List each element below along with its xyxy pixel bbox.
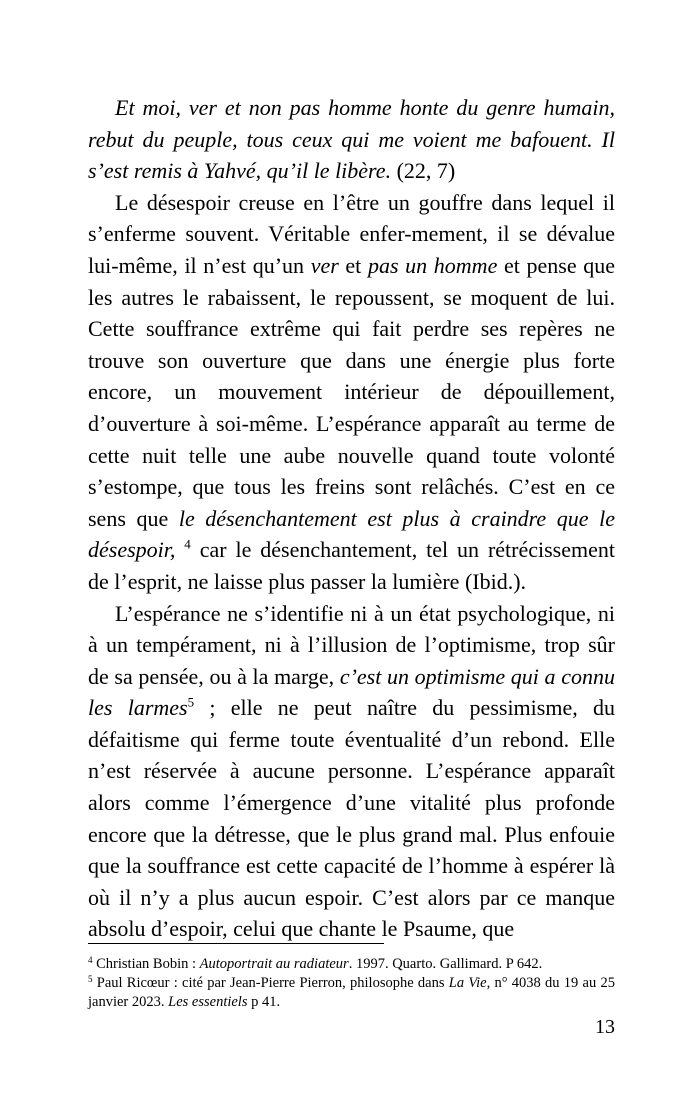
footnote-separator (88, 943, 384, 944)
footnote-5: $^5$ Paul Ricœur : cité par Jean-Pierre Pierron, philosophe dans La Vie, n° 4038 du 19 au 25 janvier 2023. Les essentiels p 41. (88, 974, 616, 1010)
page-number: 13 (595, 1016, 615, 1038)
footnote-ref-4[interactable]: 4 (184, 536, 191, 552)
page-body (88, 92, 615, 945)
paragraph-1: Le désespoir creuse en l’être un gouffre dans lequel il s’enferme souvent. Véritable enfer-mement, il se dévalue lui-même, il n’est qu’un ver et pas un homme et pense que les autres le rabaissent, le repoussent, se moquent de lui. Cette souffrance extrême qui fait perdre ses repères ne trouve son ouverture que dans une énergie plus forte encore, un mouvement intérieur de dépouillement, d’ouverture à soi-même. L’espérance apparaît au terme de cette nuit telle une aube nouvelle quand toute volonté s’estompe, que tous les freins sont relâchés. C’est en ce sens que le désenchantement est plus à craindre que le désespoir, $^4$ car le désenchantement, tel un rétrécissement de l’esprit, ne laisse plus passer la lumière (Ibid.). (88, 189, 615, 594)
paragraph-2: L’espérance ne s’identifie ni à un état psychologique, ni à un tempérament, ni à l’illusion de l’optimisme, trop sûr de sa pensée, ou à la marge, c’est un optimisme qui a connu les larmes$^5$ ; elle ne peut naître du pessimisme, du défaitisme qui ferme toute éventualité d’un rebond. Elle n’est réservée à aucune personne. L’espérance apparaît alors comme l’émergence d’une vitalité plus profonde encore que la détresse, que le plus grand mal. Plus enfouie que la souffrance est cette capacité de l’homme à espérer là où il n’y a plus aucun espoir. C’est alors par ce manque absolu d’espoir, celui que chante le Psaume, que (88, 600, 615, 942)
footnote-4: $^4$ Christian Bobin : Autoportrait au radiateur. 1997. Quarto. Gallimard. P 642. (88, 955, 543, 972)
psalm-quote: Et moi, ver et non pas homme honte du genre humain, rebut du peuple, tous ceux qui me voient me bafouent. Il s’est remis à Yahvé, qu’il le libère. (22, 7) (88, 95, 615, 184)
quote-reference: (22, 7) (391, 158, 456, 184)
footnotes (88, 955, 615, 1012)
footnote-ref-5[interactable]: 5 (187, 694, 195, 710)
